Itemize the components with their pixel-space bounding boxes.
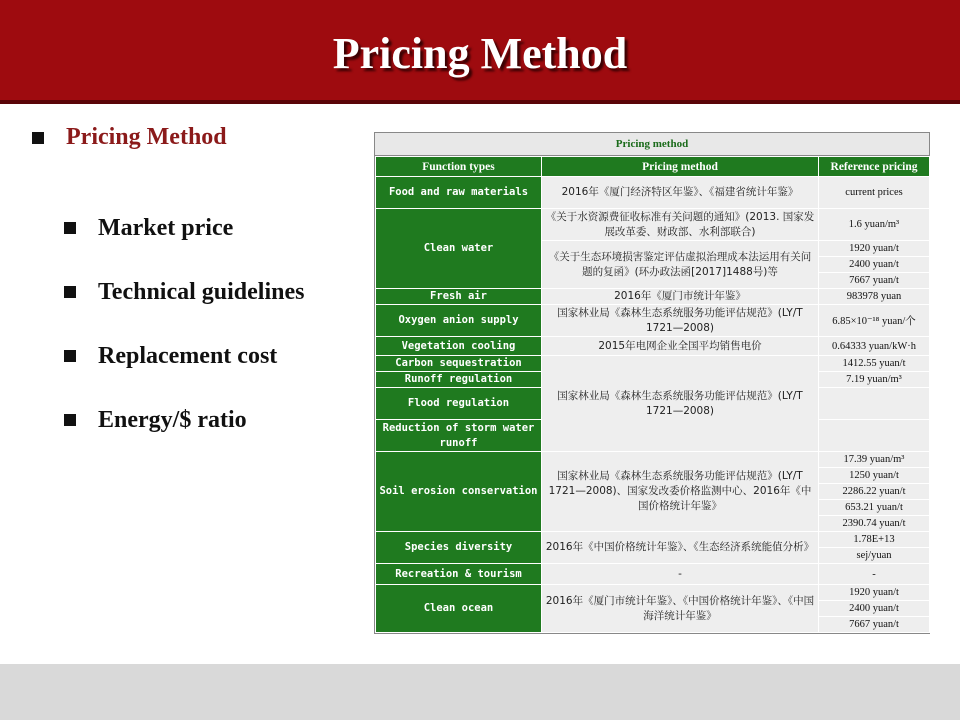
table-row xyxy=(376,585,930,601)
sub-bullet xyxy=(64,260,304,324)
method-cell: 2016年《厦门市统计年鉴》、《中国价格统计年鉴》、《中国海洋统计年鉴》 xyxy=(542,585,819,633)
pricing-table xyxy=(375,156,930,633)
sub-bullet xyxy=(64,388,304,452)
table-row xyxy=(376,289,930,305)
price-cell xyxy=(819,388,930,420)
price-cell xyxy=(819,420,930,452)
function-cell: Reduction of storm water runoff xyxy=(376,420,542,452)
price-cell: 2400 yuan/t xyxy=(819,257,930,273)
price-cell: sej/yuan xyxy=(819,548,930,564)
method-cell: 2016年《中国价格统计年鉴》、《生态经济系统能值分析》 xyxy=(542,532,819,564)
table-row xyxy=(376,305,930,337)
price-cell: 1.78E+13 xyxy=(819,532,930,548)
column-header: Reference pricing xyxy=(819,157,930,177)
price-cell: 7.19 yuan/m³ xyxy=(819,372,930,388)
method-cell: - xyxy=(542,564,819,585)
table-header-row xyxy=(376,157,930,177)
price-cell: 653.21 yuan/t xyxy=(819,500,930,516)
table-caption: Pricing method xyxy=(375,133,929,156)
price-cell: 1920 yuan/t xyxy=(819,585,930,601)
price-cell: 7667 yuan/t xyxy=(819,273,930,289)
bullet-square-icon xyxy=(32,132,44,144)
price-cell: 2400 yuan/t xyxy=(819,601,930,617)
function-cell: Oxygen anion supply xyxy=(376,305,542,337)
method-cell: 2016年《厦门经济特区年鉴》、《福建省统计年鉴》 xyxy=(542,177,819,209)
method-cell: 2015年电网企业全国平均销售电价 xyxy=(542,337,819,356)
bullet-square-icon xyxy=(64,414,76,426)
price-cell: 1412.55 yuan/t xyxy=(819,356,930,372)
price-cell: 0.64333 yuan/kW·h xyxy=(819,337,930,356)
function-cell: Food and raw materials xyxy=(376,177,542,209)
price-cell: 1250 yuan/t xyxy=(819,468,930,484)
main-bullet xyxy=(32,124,227,151)
table-row xyxy=(376,452,930,468)
table-row xyxy=(376,177,930,209)
sub-bullet xyxy=(64,324,304,388)
function-cell: Species diversity xyxy=(376,532,542,564)
column-header: Pricing method xyxy=(542,157,819,177)
method-cell: 国家林业局《森林生态系统服务功能评估规范》(LY/T 1721—2008) xyxy=(542,305,819,337)
sub-bullet xyxy=(64,196,304,260)
function-cell: Soil erosion conservation xyxy=(376,452,542,532)
slide-title: Pricing Method xyxy=(332,29,628,78)
function-cell: Flood regulation xyxy=(376,388,542,420)
sub-bullet-label: Technical guidelines xyxy=(98,278,305,305)
function-cell: Fresh air xyxy=(376,289,542,305)
function-cell: Clean water xyxy=(376,209,542,289)
price-cell: 1920 yuan/t xyxy=(819,241,930,257)
function-cell: Clean ocean xyxy=(376,585,542,633)
price-cell: current prices xyxy=(819,177,930,209)
column-header: Function types xyxy=(376,157,542,177)
method-cell: 国家林业局《森林生态系统服务功能评估规范》(LY/T 1721—2008)、国家发改委价格监测中心、2016年《中国价格统计年鉴》 xyxy=(542,452,819,532)
sub-bullet-list xyxy=(64,196,304,452)
table-row xyxy=(376,356,930,372)
title-bar xyxy=(0,0,960,104)
bullet-square-icon xyxy=(64,350,76,362)
function-cell: Runoff regulation xyxy=(376,372,542,388)
price-cell: 2286.22 yuan/t xyxy=(819,484,930,500)
price-cell: - xyxy=(819,564,930,585)
price-cell: 983978 yuan xyxy=(819,289,930,305)
method-cell: 《关于生态环境损害鉴定评估虚拟治理成本法运用有关问题的复函》(环办政法函[2017]1488号)等 xyxy=(542,241,819,289)
sub-bullet-label: Energy/$ ratio xyxy=(98,406,247,433)
method-cell: 《关于水资源费征收标准有关问题的通知》(2013. 国家发展改革委、财政部、水利部联合) xyxy=(542,209,819,241)
table-row xyxy=(376,209,930,241)
method-cell: 国家林业局《森林生态系统服务功能评估规范》(LY/T 1721—2008) xyxy=(542,356,819,452)
method-cell: 2016年《厦门市统计年鉴》 xyxy=(542,289,819,305)
sub-bullet-label: Market price xyxy=(98,214,234,241)
table-row xyxy=(376,337,930,356)
function-cell: Recreation & tourism xyxy=(376,564,542,585)
price-cell: 7667 yuan/t xyxy=(819,617,930,633)
bullet-square-icon xyxy=(64,286,76,298)
function-cell: Carbon sequestration xyxy=(376,356,542,372)
price-cell: 1.6 yuan/m³ xyxy=(819,209,930,241)
main-bullet-label: Pricing Method xyxy=(66,124,227,150)
price-cell: 6.85×10⁻¹⁸ yuan/个 xyxy=(819,305,930,337)
sub-bullet-label: Replacement cost xyxy=(98,342,278,369)
bullet-square-icon xyxy=(64,222,76,234)
function-cell: Vegetation cooling xyxy=(376,337,542,356)
table-row xyxy=(376,532,930,548)
footer-bar xyxy=(0,664,960,720)
price-cell: 2390.74 yuan/t xyxy=(819,516,930,532)
pricing-table-panel xyxy=(374,132,930,634)
table-row xyxy=(376,564,930,585)
price-cell: 17.39 yuan/m³ xyxy=(819,452,930,468)
